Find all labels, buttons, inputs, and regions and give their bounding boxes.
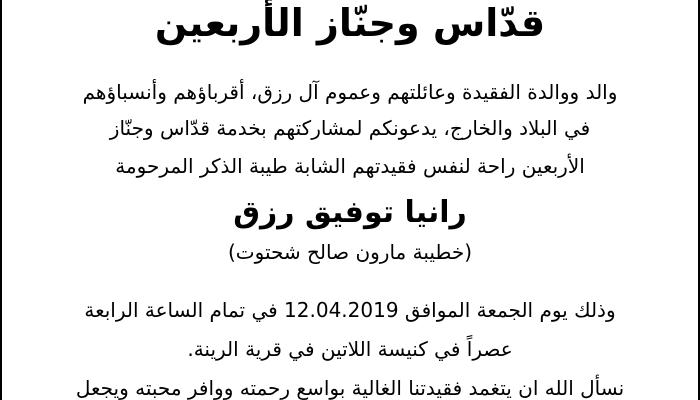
fiance-note: (خطيبة مارون صالح شحتوت) bbox=[228, 240, 472, 264]
intro-line-1: والد ووالدة الفقيدة وعائلتهم وعموم آل رزق، أقرباؤهم وأنسباؤهم bbox=[82, 80, 618, 104]
intro-line-2: في البلاد والخارج، يدعونكم لمشاركتهم بخدمة قدّاس وجنّاز bbox=[109, 116, 591, 140]
intro-line-3: الأربعين راحة لنفس فقيدتهم الشابة طيبة الذكر المرحومة bbox=[115, 154, 585, 178]
details-line-2: عصراً في كنيسة اللاتين في قرية الرينة. bbox=[187, 337, 513, 361]
notice-heading: قدّاس وجنّاز الأربعين bbox=[154, 1, 546, 45]
details-line-3: نسأل الله ان يتغمد فقيدتنا الغالية بواسع رحمته ووافر محبته ويجعل bbox=[75, 376, 625, 400]
details-line-1: وذلك يوم الجمعة الموافق 12.04.2019 في تمام الساعة الرابعة bbox=[84, 298, 616, 322]
deceased-name: رانيا توفيق رزق bbox=[233, 195, 467, 230]
